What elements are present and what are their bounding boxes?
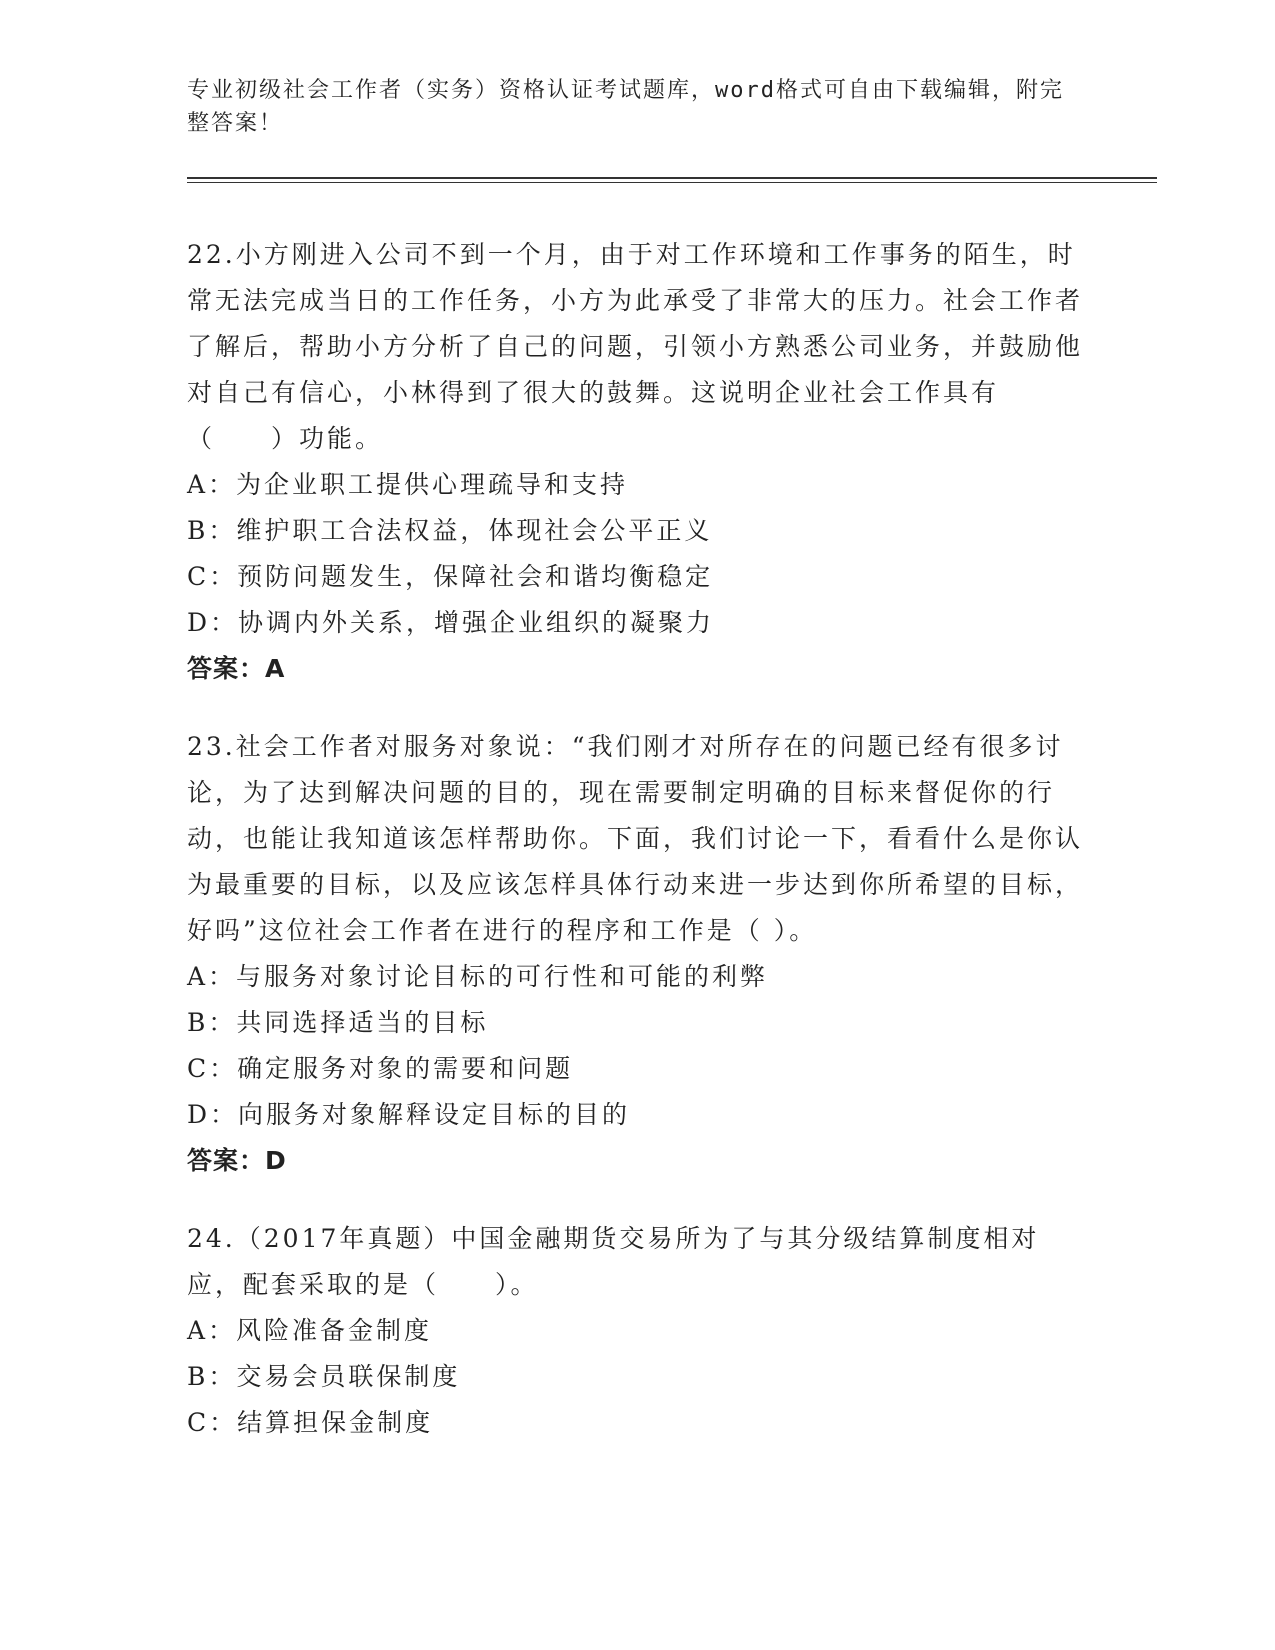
question-22	[187, 232, 1087, 692]
option-d: D：向服务对象解释设定目标的目的	[187, 1100, 631, 1129]
option-c: C：结算担保金制度	[187, 1408, 434, 1437]
option-c: C：确定服务对象的需要和问题	[187, 1054, 574, 1083]
question-24	[187, 1216, 1087, 1446]
question-stem: 23.社会工作者对服务对象说：“我们刚才对所存在的问题已经有很多讨论，为了达到解决问题的目的，现在需要制定明确的目标来督促你的行动，也能让我知道该怎样帮助你。下面，我们讨论一下，看看什么是你认为最重要的目标，以及应该怎样具体行动来进一步达到你所希望的目标，好吗”这位社会工作者在进行的程序和工作是（ ）。	[187, 732, 1084, 945]
question-stem: 22.小方刚进入公司不到一个月，由于对工作环境和工作事务的陌生，时常无法完成当日的工作任务，小方为此承受了非常大的压力。社会工作者了解后，帮助小方分析了自己的问题，引领小方熟悉公司业务，并鼓励他对自己有信心，小林得到了很大的鼓舞。这说明企业社会工作具有（ ）功能。	[187, 240, 1084, 453]
answer-label: 答案：D	[187, 1146, 287, 1175]
option-a: A：与服务对象讨论目标的可行性和可能的利弊	[187, 962, 769, 991]
question-stem: 24.（2017年真题）中国金融期货交易所为了与其分级结算制度相对应，配套采取的是（ ）。	[187, 1224, 1040, 1299]
option-d: D：协调内外关系，增强企业组织的凝聚力	[187, 608, 715, 637]
option-b: B：维护职工合法权益，体现社会公平正义	[187, 516, 713, 545]
question-list	[187, 232, 1087, 1478]
option-a: A：为企业职工提供心理疏导和支持	[187, 470, 629, 499]
option-b: B：交易会员联保制度	[187, 1362, 461, 1391]
option-a: A：风险准备金制度	[187, 1316, 433, 1345]
header-divider-thick	[187, 177, 1157, 179]
header-divider-thin	[187, 182, 1157, 183]
question-23	[187, 724, 1087, 1184]
answer-label: 答案：A	[187, 654, 286, 683]
document-header: 专业初级社会工作者（实务）资格认证考试题库，word格式可自由下载编辑，附完整答案！	[187, 78, 1064, 136]
option-c: C：预防问题发生，保障社会和谐均衡稳定	[187, 562, 714, 591]
option-b: B：共同选择适当的目标	[187, 1008, 489, 1037]
